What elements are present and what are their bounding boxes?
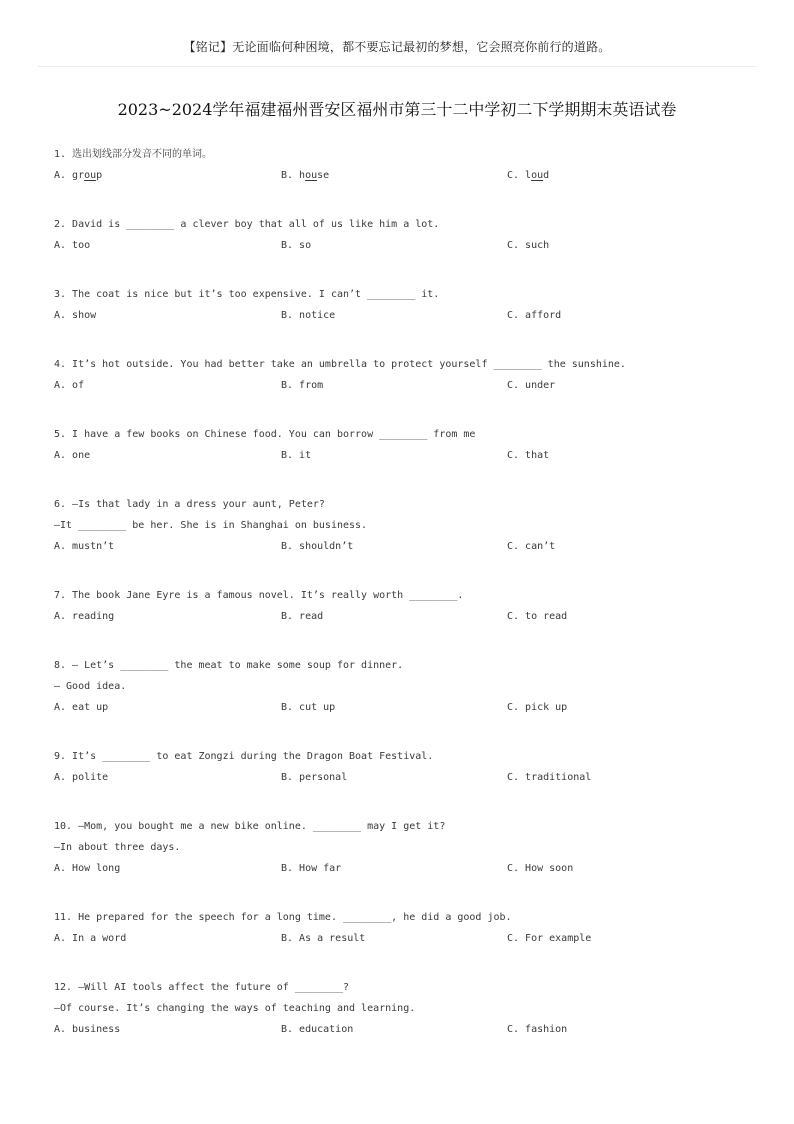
question-stem: 10. —Mom, you bought me a new bike online. ________ may I get it?	[54, 821, 446, 832]
option-text: p	[96, 170, 103, 181]
question-2	[54, 214, 754, 256]
option-a[interactable]: A. too	[54, 240, 91, 251]
question-stem: 1. 选出划线部分发音不同的单词。	[54, 149, 213, 160]
question-3	[54, 284, 754, 326]
option-a[interactable]	[54, 165, 102, 186]
option-c[interactable]: C. fashion	[507, 1024, 568, 1035]
option-a[interactable]: A. of	[54, 380, 85, 391]
question-list	[54, 144, 754, 1040]
question-4	[54, 354, 754, 396]
option-c[interactable]: C. How soon	[507, 863, 574, 874]
question-5	[54, 424, 754, 466]
option-a[interactable]: A. reading	[54, 611, 115, 622]
option-a[interactable]: A. polite	[54, 772, 109, 783]
option-a[interactable]: A. one	[54, 450, 91, 461]
option-c[interactable]: C. traditional	[507, 772, 592, 783]
option-c[interactable]: C. can’t	[507, 541, 556, 552]
option-c[interactable]: C. to read	[507, 611, 568, 622]
question-stem: 2. David is ________ a clever boy that all of us like him a lot.	[54, 219, 440, 230]
question-stem: 6. —Is that lady in a dress your aunt, Peter?	[54, 499, 325, 510]
option-b[interactable]: B. from	[281, 380, 324, 391]
option-row	[54, 697, 754, 718]
option-b[interactable]: B. education	[281, 1024, 354, 1035]
header-divider	[38, 66, 756, 67]
option-c[interactable]: C. that	[507, 450, 550, 461]
option-row	[54, 928, 754, 949]
option-c[interactable]: C. under	[507, 380, 556, 391]
question-stem-reply: —It ________ be her. She is in Shanghai on business.	[54, 520, 368, 531]
option-a[interactable]: A. In a word	[54, 933, 127, 944]
question-stem-reply: —In about three days.	[54, 842, 181, 853]
option-b[interactable]: B. cut up	[281, 702, 336, 713]
option-a[interactable]: A. eat up	[54, 702, 109, 713]
option-row	[54, 235, 754, 256]
exam-title: 2023~2024学年福建福州晋安区福州市第三十二中学初二下学期期末英语试卷	[117, 100, 677, 119]
question-stem: 5. I have a few books on Chinese food. You can borrow ________ from me	[54, 429, 476, 440]
option-c[interactable]	[507, 165, 549, 186]
option-row	[54, 606, 754, 627]
question-stem: 4. It’s hot outside. You had better take an umbrella to protect yourself ________ the sunshine.	[54, 359, 626, 370]
option-row	[54, 375, 754, 396]
option-b[interactable]: B. As a result	[281, 933, 366, 944]
option-b[interactable]	[281, 165, 329, 186]
option-c[interactable]: C. afford	[507, 310, 562, 321]
question-stem: 8. — Let’s ________ the meat to make some soup for dinner.	[54, 660, 404, 671]
option-row	[54, 1019, 754, 1040]
question-6	[54, 494, 754, 557]
question-9	[54, 746, 754, 788]
underlined-letters: ou	[305, 170, 318, 181]
question-1	[54, 144, 754, 186]
underlined-letters: ou	[531, 170, 544, 181]
option-text: d	[543, 170, 550, 181]
header-motto: 【铭记】无论面临何种困境，都不要忘记最初的梦想，它会照亮你前行的道路。	[183, 40, 611, 54]
option-a[interactable]: A. mustn’t	[54, 541, 115, 552]
question-stem-reply: — Good idea.	[54, 681, 127, 692]
question-11	[54, 907, 754, 949]
option-row	[54, 767, 754, 788]
question-stem: 12. —Will AI tools affect the future of ________?	[54, 982, 350, 993]
option-b[interactable]: B. How far	[281, 863, 342, 874]
option-row	[54, 305, 754, 326]
option-text: C. l	[507, 170, 532, 181]
question-stem: 11. He prepared for the speech for a long time. ________, he did a good job.	[54, 912, 512, 923]
option-row	[54, 536, 754, 557]
question-10	[54, 816, 754, 879]
option-row	[54, 165, 754, 186]
question-stem: 7. The book Jane Eyre is a famous novel. It’s really worth ________.	[54, 590, 464, 601]
option-b[interactable]: B. so	[281, 240, 312, 251]
question-12	[54, 977, 754, 1040]
option-text: B. h	[281, 170, 306, 181]
option-b[interactable]: B. read	[281, 611, 324, 622]
option-a[interactable]: A. How long	[54, 863, 121, 874]
option-row	[54, 445, 754, 466]
option-b[interactable]: B. it	[281, 450, 312, 461]
option-b[interactable]: B. shouldn’t	[281, 541, 354, 552]
option-row	[54, 858, 754, 879]
question-8	[54, 655, 754, 718]
option-c[interactable]: C. such	[507, 240, 550, 251]
question-stem: 9. It’s ________ to eat Zongzi during the Dragon Boat Festival.	[54, 751, 434, 762]
option-b[interactable]: B. notice	[281, 310, 336, 321]
option-b[interactable]: B. personal	[281, 772, 348, 783]
option-text: A. gr	[54, 170, 85, 181]
option-c[interactable]: C. For example	[507, 933, 592, 944]
option-a[interactable]: A. business	[54, 1024, 121, 1035]
underlined-letters: ou	[84, 170, 97, 181]
question-stem-reply: —Of course. It’s changing the ways of teaching and learning.	[54, 1003, 416, 1014]
question-stem: 3. The coat is nice but it’s too expensive. I can’t ________ it.	[54, 289, 440, 300]
option-c[interactable]: C. pick up	[507, 702, 568, 713]
option-a[interactable]: A. show	[54, 310, 97, 321]
option-text: se	[317, 170, 330, 181]
question-7	[54, 585, 754, 627]
